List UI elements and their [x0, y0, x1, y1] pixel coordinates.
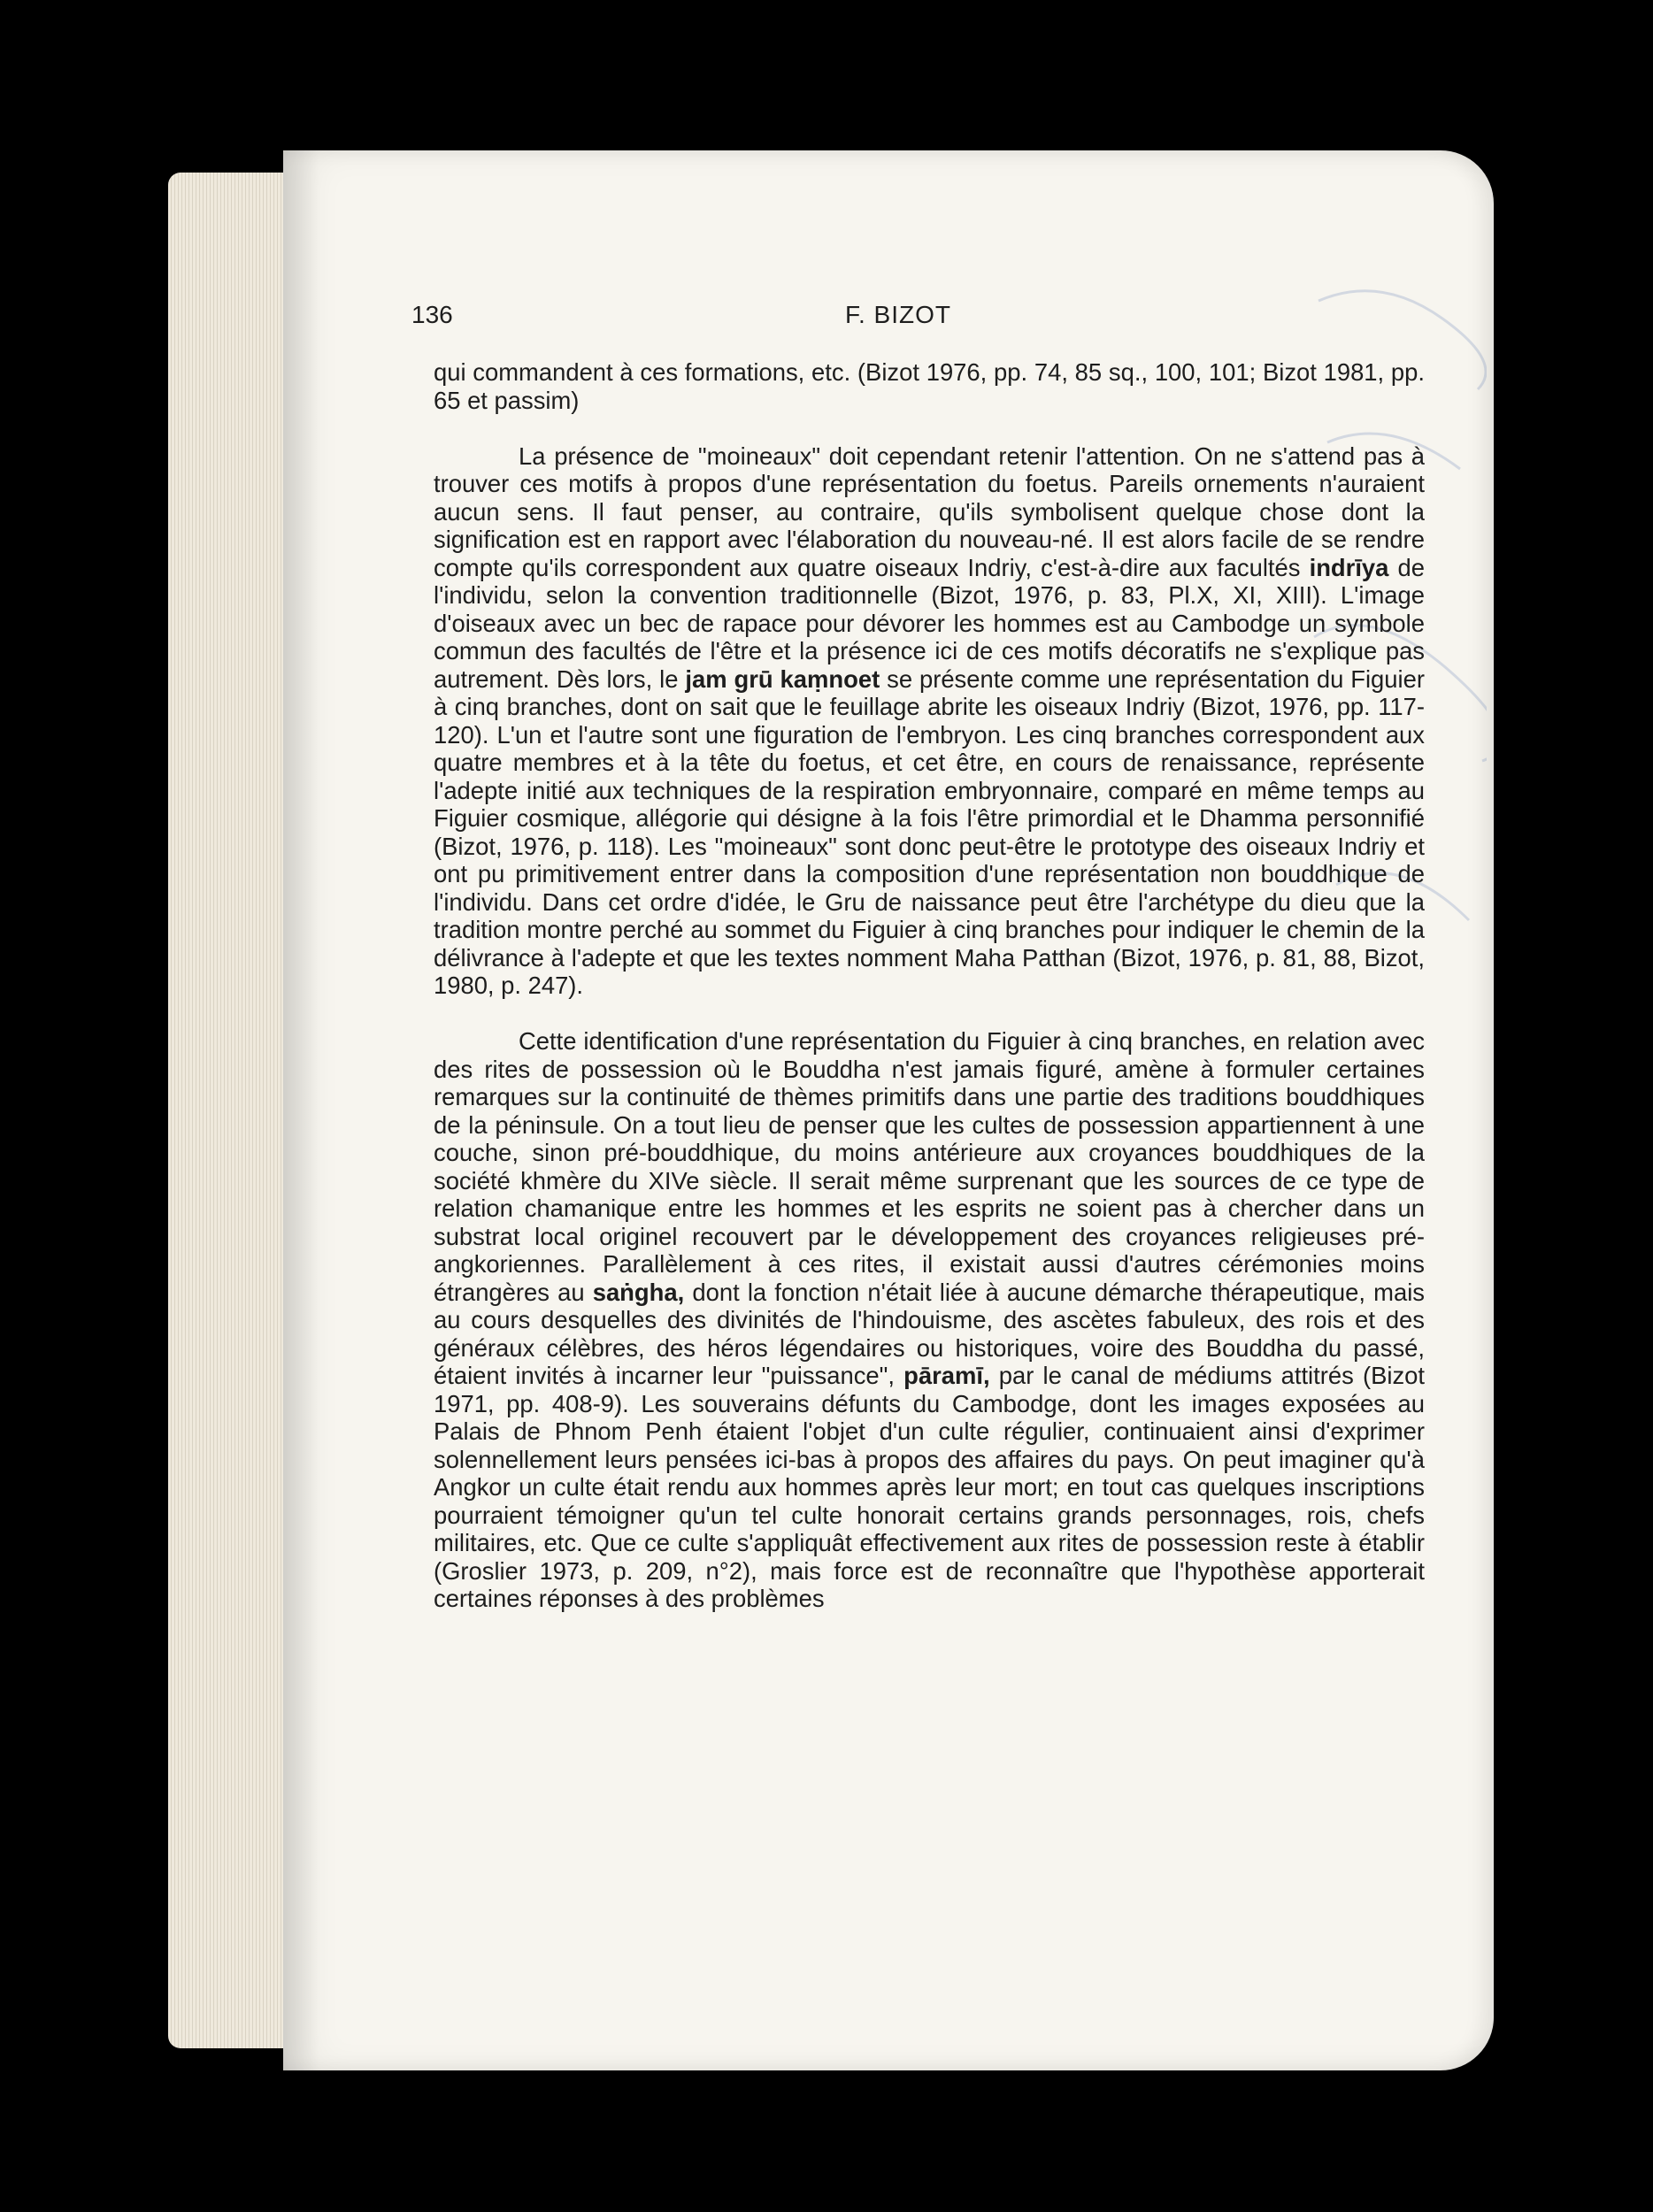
- page-number: 136: [411, 301, 453, 328]
- text-run: Cette identification d'une représentation du Figuier à cinq branches, en relation avec des rites de possession où le Bouddha n'est jamais figuré, amène à formuler certaines remarques sur la continuité de thèmes primitifs dans une partie des traditions bouddhiques de la péninsule. On a tout lieu de penser que les cultes de possession appartiennent à une couche, sinon pré-bouddhique, du moins antérieure aux croyances bouddhiques de la société khmère du XIVe siècle. Il serait même surprenant que les sources de ce type de relation chamanique entre les hommes et les esprits ne soient pas à chercher dans un substrat local originel recouvert par le développement des croyances religieuses pré-angkoriennes. Parallèlement à ces rites, il existait aussi d'autres cérémonies moins étrangères au: [434, 1027, 1425, 1306]
- paragraph-moineaux: [434, 442, 1425, 1000]
- term-sangha: saṅgha,: [592, 1278, 685, 1306]
- text-run: par le canal de médiums attitrés (Bizot 1971, pp. 408-9). Les souverains défunts du Cambodge, dont les images exposées au Palais de Phnom Penh étaient l'objet d'un culte régulier, continuaient ainsi d'exprimer solennellement leurs pensées ici-bas à propos des affaires du pays. On peut imaginer qu'à Angkor un culte était rendu aux hommes après leur mort; en tout cas quelques inscriptions pourraient témoigner qu'un tel culte honorait certains grands personnages, rois, chefs militaires, etc. Que ce culte s'appliquât effectivement aux rites de possession reste à établir (Groslier 1973, p. 209, n°2), mais force est de reconnaître que l'hypothèse apporterait certaines réponses à des problèmes: [434, 1362, 1425, 1612]
- paragraph-identification: [434, 1027, 1425, 1613]
- text-run: se présente comme une représentation du Figuier à cinq branches, dont on sait que le feuillage abrite les oiseaux Indriy (Bizot, 1976, pp. 117-120). L'un et l'autre sont une figuration de l'embryon. Les cinq branches correspondent aux quatre membres et à la tête du foetus, et cet être, en cours de renaissance, représente l'adepte initié aux techniques de la respiration embryonnaire, comparé en même temps au Figuier cosmique, allégorie qui désigne à la fois l'être primordial et le Dhamma personnifié (Bizot, 1976, p. 118). Les "moineaux" sont donc peut-être le prototype des oiseaux Indriy et ont pu primitivement entrer dans la composition d'une représentation non bouddhique de l'individu. Dans cet ordre d'idée, le Gru de naissance peut être l'archétype du dieu que la tradition montre perché au sommet du Figuier à cinq branches pour indiquer le chemin de la délivrance à l'adepte et que les textes nomment Maha Patthan (Bizot, 1976, p. 81, 88, Bizot, 1980, p. 247).: [434, 664, 1425, 999]
- page-header: [411, 301, 1438, 336]
- gutter-shadow: [283, 150, 319, 2070]
- text-run: La présence de "moineaux" doit cependant retenir l'attention. On ne s'attend pas à trouver ces motifs à propos d'une représentation du foetus. Pareils ornements n'auraient aucun sens. Il faut penser, au contraire, qu'ils symbolisent quelque chose dont la signification est en rapport avec l'élaboration du nouveau-né. Il est alors facile de se rendre compte qu'ils correspondent aux quatre oiseaux Indriy, c'est-à-dire aux facultés: [434, 442, 1425, 581]
- text-run: de l'individu, selon la convention traditionnelle (Bizot, 1976, p. 83, Pl.X, XI, XIII). L'image d'oiseaux avec un bec de rapace pour dévorer les hommes est au Cambodge un symbole commun des facultés de l'être et la présence ici de ces motifs décoratifs ne s'explique pas autrement. Dès lors, le: [434, 553, 1425, 693]
- running-head: F. BIZOT: [845, 301, 951, 328]
- term-jam-gru-kamnoet: jam grū kaṃnoet: [685, 664, 880, 693]
- paragraph-continuation: qui commandent à ces formations, etc. (Bizot 1976, pp. 74, 85 sq., 100, 101; Bizot 1981, pp. 65 et passim): [434, 358, 1425, 414]
- term-indriya: indrīya: [1309, 553, 1389, 581]
- text-run: dont la fonction n'était liée à aucune démarche thérapeutique, mais au cours desquelles des divinités de l'hindouisme, des ascètes fabuleux, des rois et des généraux célèbres, des héros légendaires ou historiques, voire des Bouddha du passé, étaient invités à incarner leur "puissance",: [434, 1278, 1425, 1389]
- term-parami: pāramī,: [903, 1362, 990, 1389]
- body-text: [434, 358, 1425, 1613]
